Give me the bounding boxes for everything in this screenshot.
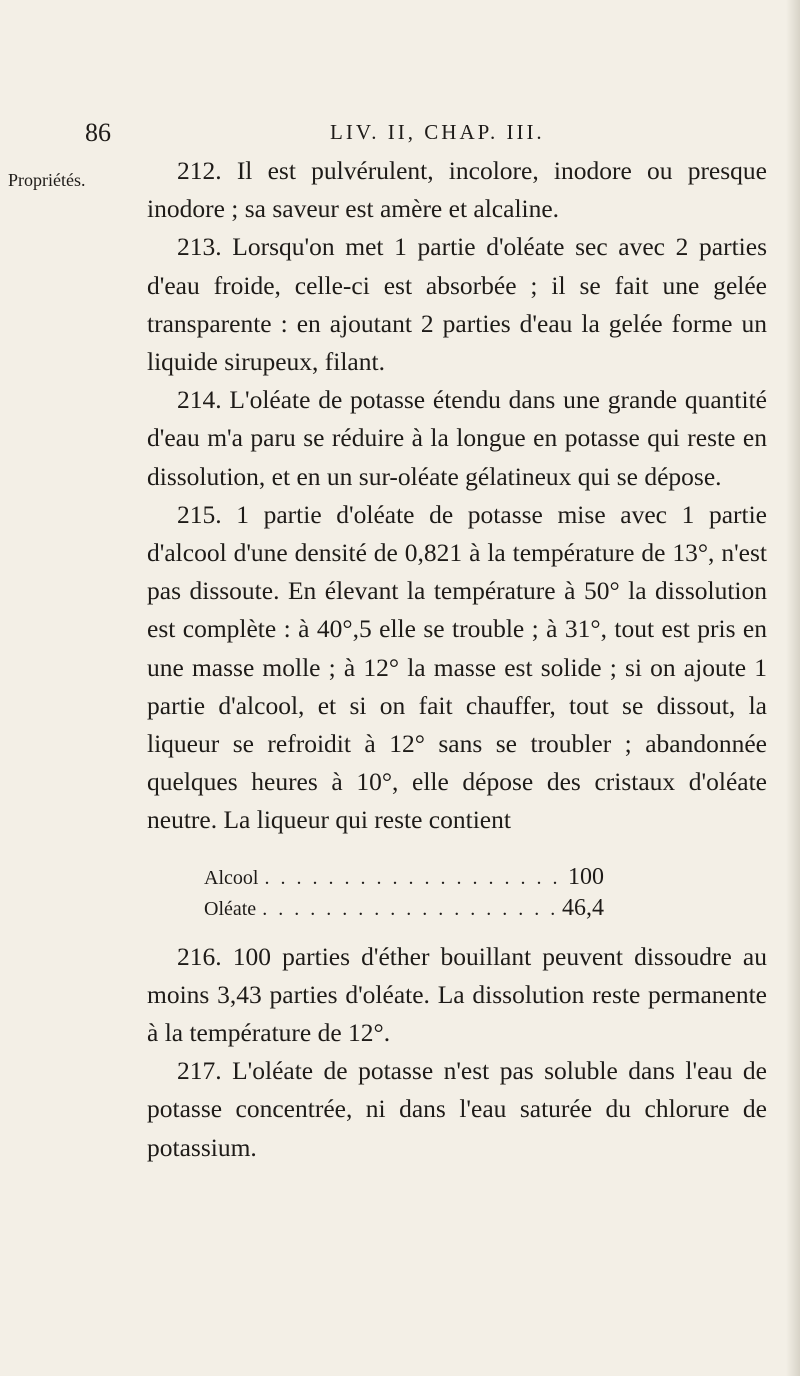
body-text xyxy=(147,152,767,1167)
leader-dots xyxy=(264,863,562,893)
table-label: Oléate xyxy=(204,897,257,920)
margin-note: Propriétés. xyxy=(8,170,86,190)
table-value: 100 xyxy=(568,863,604,890)
running-head: LIV. II, CHAP. III. xyxy=(330,120,545,144)
table-value: 46,4 xyxy=(562,894,604,921)
composition-table xyxy=(204,862,604,924)
table-row xyxy=(204,893,604,924)
paragraph-214: 214. L'oléate de potasse étendu dans une grande quantité d'eau m'a paru se réduire à la longue en potasse qui reste en dissolution, et en un sur-oléate gélatineux qui se dépose. xyxy=(147,385,767,491)
table-label: Alcool xyxy=(204,866,259,889)
paragraph-213: 213. Lorsqu'on met 1 partie d'oléate sec avec 2 parties d'eau froide, celle-ci est absorbée ; il se fait une gelée transparente : en ajoutant 2 parties d'eau la gelée forme un liquide sirupeux, filant. xyxy=(147,232,767,377)
page-edge-shadow xyxy=(786,0,800,1376)
paragraph-212: 212. Il est pulvérulent, incolore, inodore ou presque inodore ; sa saveur est amère et alcaline. xyxy=(147,156,767,224)
page-number: 86 xyxy=(85,118,111,147)
leader-dots xyxy=(262,894,556,924)
paragraph-217: 217. L'oléate de potasse n'est pas soluble dans l'eau de potasse concentrée, ni dans l'eau saturée du chlorure de potassium. xyxy=(147,1056,767,1162)
paragraph-216: 216. 100 parties d'éther bouillant peuvent dissoudre au moins 3,43 parties d'oléate. La dissolution reste permanente à la température de 12°. xyxy=(147,941,767,1048)
table-row xyxy=(204,862,604,893)
paragraph-215: 215. 1 partie d'oléate de potasse mise avec 1 partie d'alcool d'une densité de 0,821 à la température de 13°, n'est pas dissoute. En élevant la température à 50° la dissolution est complète : à 40°,5 elle se trouble ; à 31°, tout est pris en une masse molle ; à 12° la masse est solide ; si on ajoute 1 partie d'alcool, et si on fait chauffer, tout se dissout, la liqueur se refroidit à 12° sans se troubler ; abandonnée quelques heures à 10°, elle dépose des cristaux d'oléate neutre. La liqueur qui reste contient xyxy=(147,499,767,835)
